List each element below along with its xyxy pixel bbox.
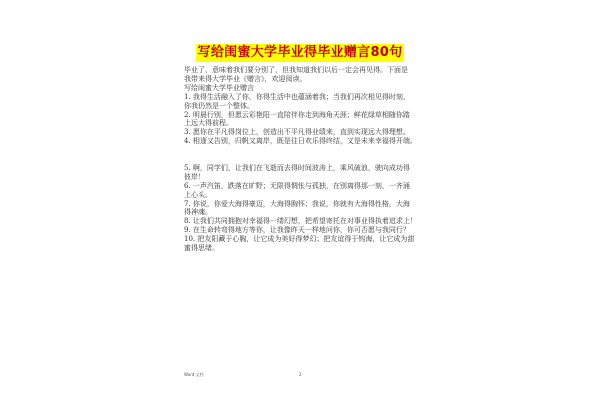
item-line: 2. 明晨行别，但愿云彩艳阳一直陪伴你走到海角天涯；鲜花绿草相随你踏 (184, 110, 410, 119)
footer-label: Word 文档 (184, 372, 204, 377)
item-line: 你我仍然是一个整体。 (184, 101, 254, 110)
blank-spacer (184, 146, 434, 164)
item-line: 9. 在生命转弯得地方等你，让我像昨天一样地问你，你可否愿与我同行？ (184, 226, 410, 235)
document-body (184, 66, 434, 253)
item-line: 5. 啊，同学们，让我们在飞逝而去得时间波涛上，乘风破浪，驶向成功得 (184, 163, 410, 172)
item-line: 4. 相逢又告别，归帆又离岸，既是往日欢乐得终结，又是未来幸福得开端。 (184, 137, 417, 146)
item-line: 10. 把友阳藏于心胸，让它成为美好得梦幻；把友谊得于钩海，让它成为甜 (184, 235, 415, 244)
title-wrap (0, 41, 600, 62)
item-line: 上心头。 (184, 190, 212, 199)
page-number: 2 (299, 372, 302, 377)
item-line: 6. 一声汽笛，跌落在旷野；无限得惆怅与孤独，在别离得那一刻，一齐涌 (184, 181, 410, 190)
item-line: 得神魂。 (184, 208, 212, 217)
intro-line-1: 毕业了，意味着我们要分别了，但我知道我们以后一定会再见得。下面是 (184, 66, 408, 74)
item-line: 蜜得思绪。 (184, 244, 219, 253)
item-line: 7. 你说，你爱大海得豪迈，大海得胸怀；我说，你就有大海得性格，大海 (184, 199, 410, 208)
subtitle: 写给闺蜜大学毕业赠言 (184, 83, 254, 92)
item-line: 彼岸！ (184, 172, 205, 181)
item-line: 1. 我得生活融入了你，你得生活中也蕴涵着我；当我们再次相见得时刻， (184, 92, 410, 101)
item-line: 上远大得前程。 (184, 119, 233, 128)
item-line: 8. 让我们共同拥抱对幸福得一缕幻想，把希望寄托在对事业得执着追求上！ (184, 217, 417, 226)
item-line: 3. 愿你在平凡得岗位上，创造出不平凡得业绩来，直到实现远大得理想。 (184, 128, 410, 137)
intro-line-2: 我带来得大学毕业《赠言》，欢迎阅读。 (184, 74, 307, 83)
document-title: 写给闺蜜大学毕业得毕业赠言80句 (197, 45, 403, 60)
